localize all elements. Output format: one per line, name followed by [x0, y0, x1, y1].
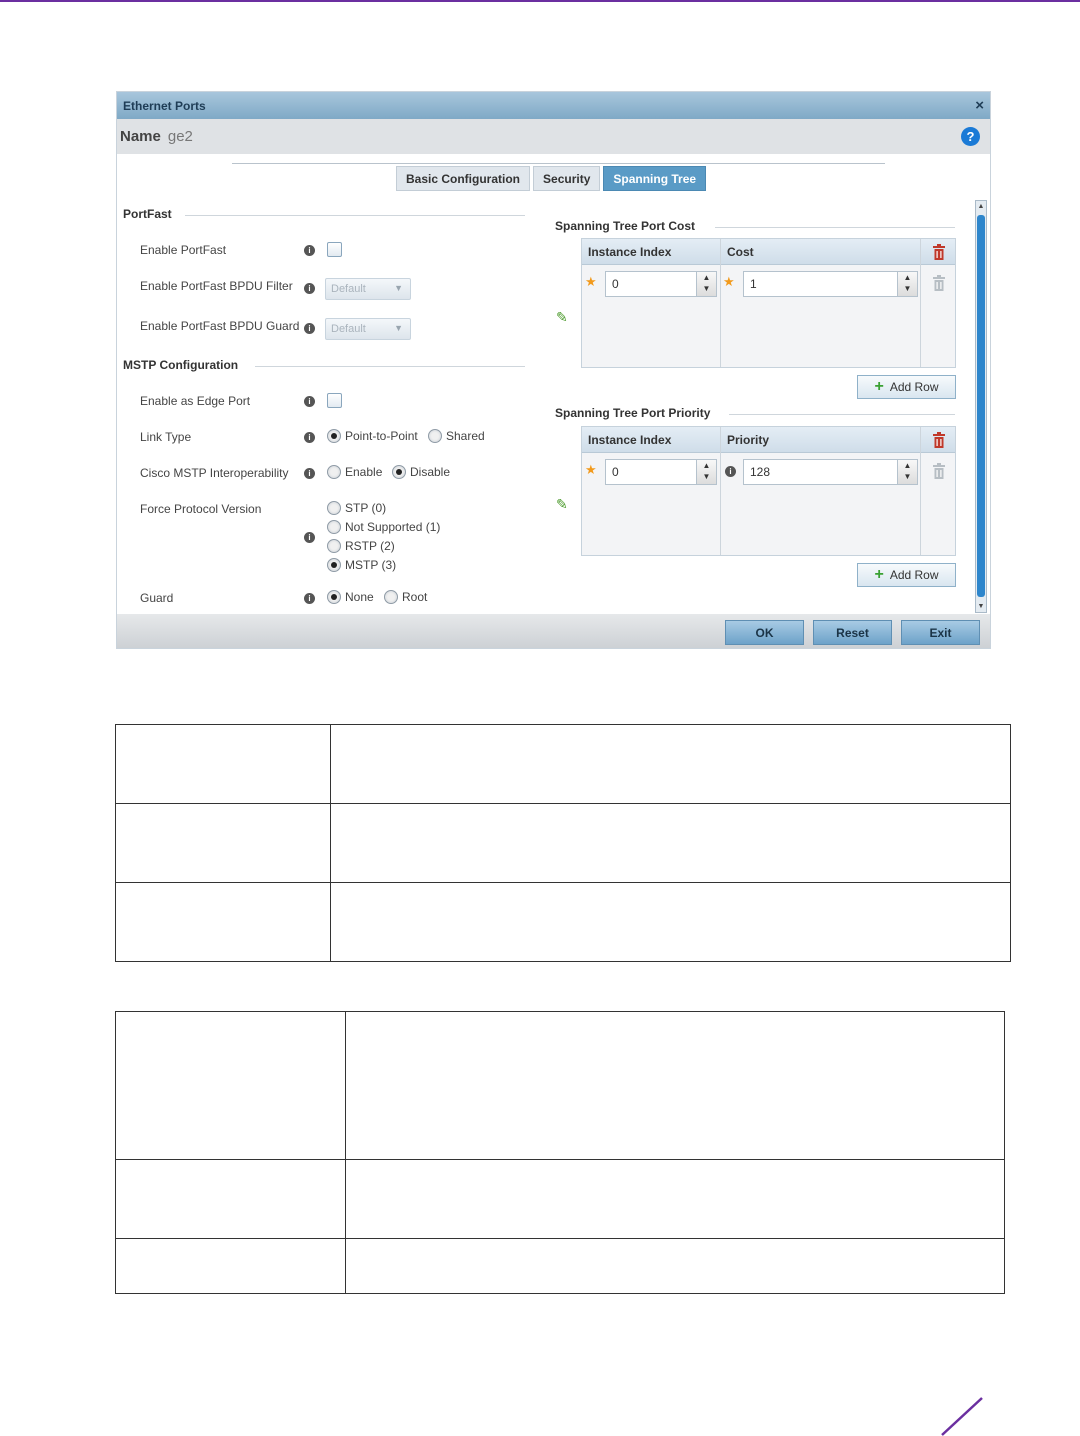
- exit-button[interactable]: Exit: [901, 620, 980, 645]
- force-stp-radio[interactable]: STP (0): [327, 501, 386, 515]
- brand-slash-mark: [940, 1397, 988, 1436]
- info-icon: i: [304, 593, 315, 604]
- dialog-footer: [117, 614, 991, 648]
- parameter-table-2: [115, 1011, 1005, 1294]
- force-protocol-label: Force Protocol Version: [140, 502, 262, 516]
- bpdu-guard-select[interactable]: [325, 318, 411, 340]
- port-cost-add-row-button[interactable]: + Add Row: [857, 375, 956, 399]
- info-icon: i: [304, 396, 315, 407]
- table-cell: [331, 725, 1011, 804]
- column-divider: [720, 427, 721, 555]
- column-divider: [720, 239, 721, 367]
- table-cell: [346, 1160, 1005, 1239]
- priority-header: Priority: [727, 433, 770, 447]
- required-star-icon: ★: [585, 462, 597, 477]
- table-cell: [116, 1012, 346, 1160]
- port-cost-grid-header: [582, 239, 955, 265]
- force-not-supported-radio[interactable]: Not Supported (1): [327, 520, 440, 534]
- chevron-down-icon: ▼: [394, 323, 403, 333]
- enable-portfast-label: Enable PortFast: [140, 243, 227, 257]
- port-priority-rule: [729, 414, 955, 415]
- table-row: [116, 804, 1011, 883]
- dialog-title-bar: [117, 92, 990, 119]
- tab-spanning-tree[interactable]: Spanning Tree: [603, 166, 706, 191]
- cost-value-input[interactable]: 1 ▲ ▼: [743, 271, 918, 297]
- port-priority-add-row-button[interactable]: + Add Row: [857, 563, 956, 587]
- info-icon: i: [304, 532, 315, 543]
- close-icon[interactable]: ×: [975, 97, 984, 114]
- link-type-shared-radio[interactable]: Shared: [428, 429, 485, 443]
- table-cell: [116, 1160, 346, 1239]
- name-value: ge2: [167, 128, 193, 145]
- delete-row-trash-icon[interactable]: [932, 275, 946, 291]
- table-cell: [116, 725, 331, 804]
- table-cell: [346, 1012, 1005, 1160]
- vertical-scrollbar[interactable]: [975, 200, 987, 613]
- info-icon: i: [725, 466, 736, 477]
- parameter-table-1: [115, 724, 1011, 962]
- cisco-enable-radio[interactable]: Enable: [327, 465, 382, 479]
- tab-divider: [232, 163, 885, 164]
- edge-port-checkbox[interactable]: [327, 393, 342, 408]
- tab-security[interactable]: Security: [533, 166, 600, 191]
- port-priority-heading: Spanning Tree Port Priority: [555, 406, 711, 420]
- mstp-heading: MSTP Configuration: [123, 358, 239, 372]
- name-bar: [117, 119, 990, 154]
- spinner-arrows-icon[interactable]: ▲ ▼: [696, 272, 716, 296]
- dialog-title: Ethernet Ports: [123, 98, 206, 113]
- delete-all-trash-icon[interactable]: [932, 432, 946, 448]
- table-row: [116, 725, 1011, 804]
- plus-icon: +: [874, 566, 884, 583]
- cisco-disable-radio[interactable]: Disable: [392, 465, 450, 479]
- scroll-down-icon[interactable]: ▼: [977, 603, 985, 610]
- tab-bar: [396, 166, 706, 191]
- info-icon: i: [304, 432, 315, 443]
- table-row: [116, 1239, 1005, 1294]
- ethernet-ports-dialog: [116, 91, 991, 649]
- table-cell: [346, 1239, 1005, 1294]
- column-divider: [920, 239, 921, 367]
- cost-header: Cost: [727, 245, 754, 259]
- edit-icon[interactable]: ✎: [556, 309, 568, 325]
- page-top-rule: [0, 0, 1080, 2]
- table-row: [116, 1160, 1005, 1239]
- table-cell: [116, 804, 331, 883]
- edge-port-label: Enable as Edge Port: [140, 394, 251, 408]
- port-cost-rule: [715, 227, 955, 228]
- table-cell: [331, 804, 1011, 883]
- instance-index-header: Instance Index: [588, 245, 672, 259]
- tab-basic-configuration[interactable]: Basic Configuration: [396, 166, 530, 191]
- instance-index-header: Instance Index: [588, 433, 672, 447]
- delete-all-trash-icon[interactable]: [932, 244, 946, 260]
- table-row: [116, 1012, 1005, 1160]
- guard-root-radio[interactable]: Root: [384, 590, 427, 604]
- table-row: [116, 883, 1011, 962]
- info-icon: i: [304, 245, 315, 256]
- cisco-mstp-label: Cisco MSTP Interoperability: [140, 466, 289, 480]
- priority-value-input[interactable]: 128 ▲ ▼: [743, 459, 918, 485]
- portfast-heading: PortFast: [123, 207, 172, 221]
- bpdu-filter-value: Default: [331, 283, 366, 295]
- chevron-down-icon: ▼: [394, 283, 403, 293]
- table-cell: [331, 883, 1011, 962]
- info-icon: i: [304, 468, 315, 479]
- force-rstp-radio[interactable]: RSTP (2): [327, 539, 395, 553]
- guard-none-radio[interactable]: None: [327, 590, 374, 604]
- required-star-icon: ★: [585, 274, 597, 289]
- info-icon: i: [304, 323, 315, 334]
- force-mstp-radio[interactable]: MSTP (3): [327, 558, 396, 572]
- port-priority-grid: [581, 426, 956, 556]
- info-icon: i: [304, 283, 315, 294]
- link-type-point-to-point-radio[interactable]: Point-to-Point: [327, 429, 418, 443]
- table-cell: [116, 1239, 346, 1294]
- reset-button[interactable]: Reset: [813, 620, 892, 645]
- spinner-arrows-icon[interactable]: ▲ ▼: [897, 460, 917, 484]
- edit-icon[interactable]: ✎: [556, 496, 568, 512]
- mstp-rule: [255, 366, 525, 367]
- help-icon[interactable]: ?: [961, 127, 980, 146]
- required-star-icon: ★: [723, 274, 735, 289]
- port-cost-grid: [581, 238, 956, 368]
- priority-instance-index-input[interactable]: 0 ▲ ▼: [605, 459, 717, 485]
- bpdu-filter-label: Enable PortFast BPDU Filter: [140, 279, 293, 293]
- bpdu-guard-label: Enable PortFast BPDU Guard: [140, 319, 300, 333]
- port-cost-heading: Spanning Tree Port Cost: [555, 219, 696, 233]
- name-label: Name: [120, 128, 161, 145]
- cost-instance-index-input[interactable]: 0 ▲ ▼: [605, 271, 717, 297]
- portfast-rule: [185, 215, 525, 216]
- scroll-up-icon[interactable]: ▲: [977, 203, 985, 210]
- spinner-arrows-icon[interactable]: ▲ ▼: [897, 272, 917, 296]
- enable-portfast-checkbox[interactable]: [327, 242, 342, 257]
- delete-row-trash-icon[interactable]: [932, 463, 946, 479]
- ok-button[interactable]: OK: [725, 620, 804, 645]
- column-divider: [920, 427, 921, 555]
- link-type-label: Link Type: [140, 430, 192, 444]
- bpdu-filter-select[interactable]: [325, 278, 411, 300]
- table-cell: [116, 883, 331, 962]
- bpdu-guard-value: Default: [331, 323, 366, 335]
- port-priority-grid-header: [582, 427, 955, 453]
- guard-label: Guard: [140, 591, 174, 605]
- spinner-arrows-icon[interactable]: ▲ ▼: [696, 460, 716, 484]
- plus-icon: +: [874, 378, 884, 395]
- scroll-thumb[interactable]: [977, 215, 985, 597]
